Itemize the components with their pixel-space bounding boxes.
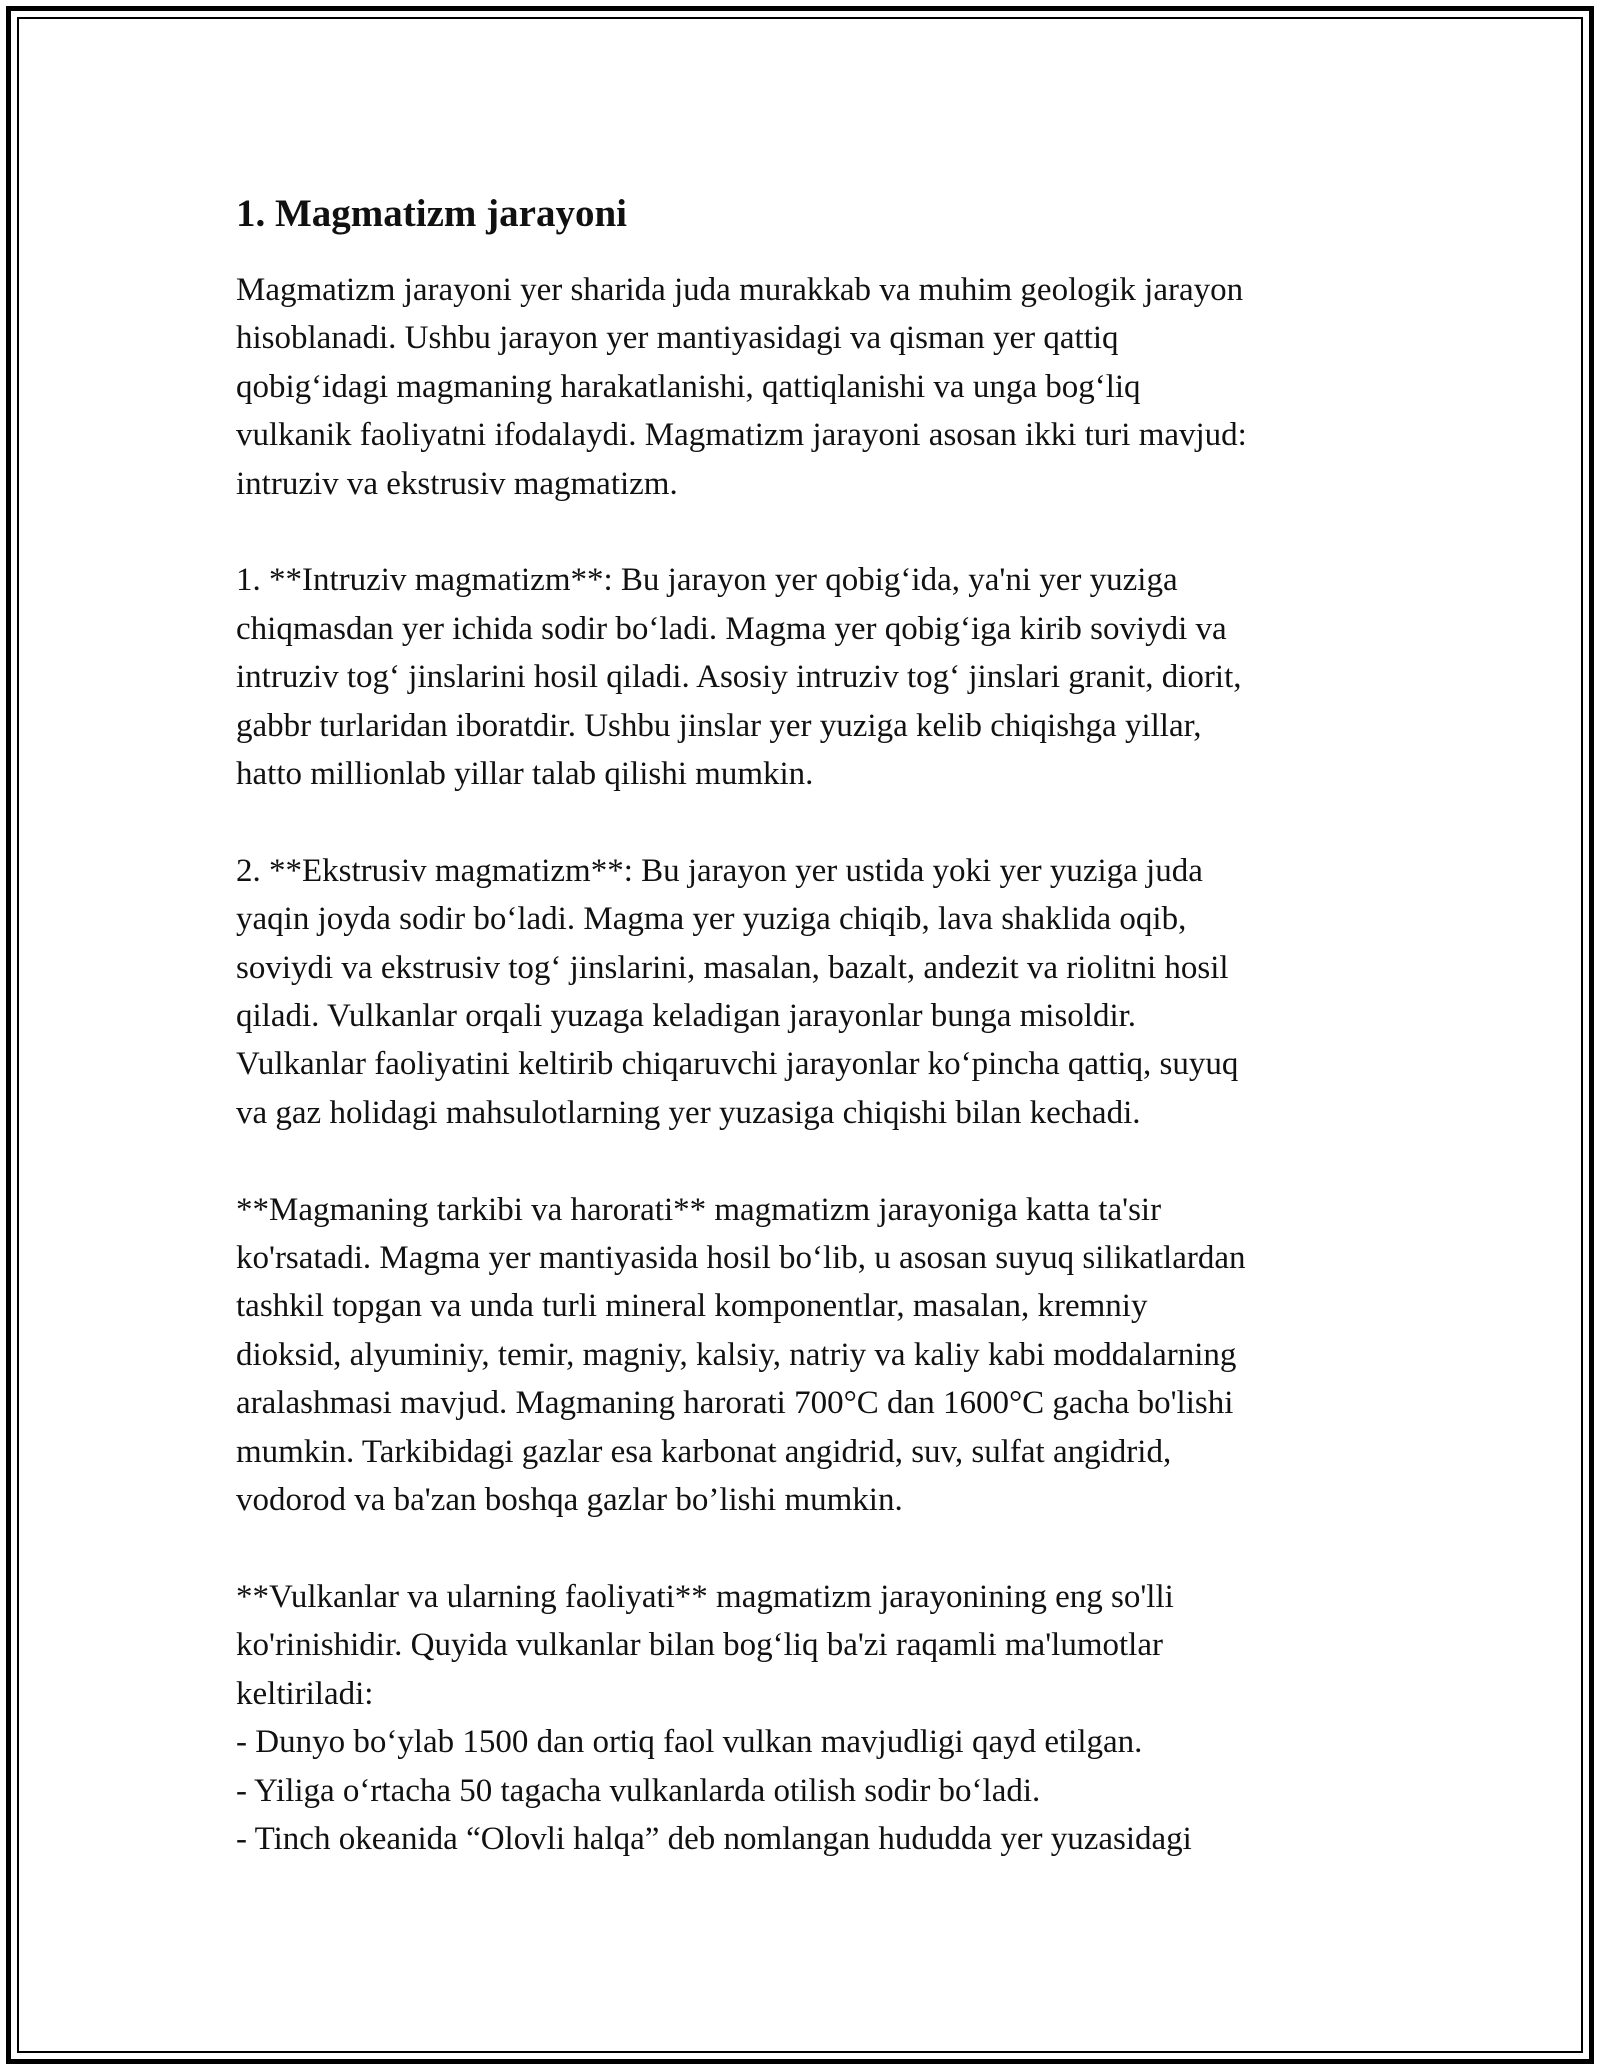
- text-line: yaqin joyda sodir bo‘ladi. Magma yer yuziga chiqib, lava shaklida oqib,: [236, 901, 1187, 938]
- text-line: ko'rinishidir. Quyida vulkanlar bilan bog‘liq ba'zi raqamli ma'lumotlar: [236, 1627, 1163, 1664]
- paragraph-intrusive: [236, 556, 1406, 798]
- paragraph-extrusive: [236, 847, 1406, 1137]
- text-line: tashkil topgan va unda turli mineral komponentlar, masalan, kremniy: [236, 1288, 1148, 1325]
- text-line: vodorod va ba'zan boshqa gazlar bo’lishi mumkin.: [236, 1482, 903, 1519]
- volcanoes-intro: [236, 1573, 1406, 1718]
- text-line: 2. **Ekstrusiv magmatizm**: Bu jarayon yer ustida yoki yer yuziga juda: [236, 852, 1203, 889]
- text-line: soviydi va ekstrusiv tog‘ jinslarini, masalan, bazalt, andezit va riolitni hosil: [236, 949, 1229, 986]
- text-line: gabbr turlaridan iboratdir. Ushbu jinslar yer yuziga kelib chiqishga yillar,: [236, 707, 1202, 744]
- list-item: - Tinch okeanida “Olovli halqa” deb nomlangan hududda yer yuzasidagi: [236, 1820, 1192, 1857]
- text-line: **Vulkanlar va ularning faoliyati** magmatizm jarayonining eng so'lli: [236, 1578, 1174, 1615]
- text-line: dioksid, alyuminiy, temir, magniy, kalsiy, natriy va kaliy kabi moddalarning: [236, 1336, 1237, 1373]
- volcano-facts-list: [236, 1718, 1406, 1863]
- text-line: ko'rsatadi. Magma yer mantiyasida hosil bo‘lib, u asosan suyuq silikatlardan: [236, 1240, 1246, 1277]
- paragraph-volcanoes: [236, 1573, 1406, 1863]
- text-line: va gaz holidagi mahsulotlarning yer yuzasiga chiqishi bilan kechadi.: [236, 1094, 1141, 1131]
- text-line: intruziv va ekstrusiv magmatizm.: [236, 465, 678, 502]
- text-line: **Magmaning tarkibi va harorati** magmatizm jarayoniga katta ta'sir: [236, 1191, 1162, 1228]
- list-item: - Yiliga o‘rtacha 50 tagacha vulkanlarda otilish sodir bo‘ladi.: [236, 1772, 1041, 1809]
- text-line: keltiriladi:: [236, 1675, 374, 1712]
- text-line: chiqmasdan yer ichida sodir bo‘ladi. Magma yer qobig‘iga kirib soviydi va: [236, 610, 1227, 647]
- text-line: 1. **Intruziv magmatizm**: Bu jarayon yer qobig‘ida, ya'ni yer yuziga: [236, 562, 1178, 599]
- text-line: Vulkanlar faoliyatini keltirib chiqaruvchi jarayonlar ko‘pincha qattiq, suyuq: [236, 1046, 1239, 1083]
- text-line: intruziv tog‘ jinslarini hosil qiladi. Asosiy intruziv tog‘ jinslari granit, diorit,: [236, 659, 1242, 696]
- text-line: Magmatizm jarayoni yer sharida juda murakkab va muhim geologik jarayon: [236, 272, 1244, 308]
- text-line: hatto millionlab yillar talab qilishi mumkin.: [236, 756, 814, 793]
- text-line: qiladi. Vulkanlar orqali yuzaga keladigan jarayonlar bunga misoldir.: [236, 998, 1137, 1035]
- text-line: mumkin. Tarkibidagi gazlar esa karbonat angidrid, suv, sulfat angidrid,: [236, 1433, 1172, 1470]
- list-item: - Dunyo bo‘ylab 1500 dan ortiq faol vulkan mavjudligi qayd etilgan.: [236, 1724, 1143, 1761]
- paragraph-magma-composition: [236, 1186, 1406, 1525]
- paragraph-intro: [236, 266, 1406, 508]
- document-body: [236, 184, 1406, 1863]
- text-line: hisoblanadi. Ushbu jarayon yer mantiyasidagi va qisman yer qattiq: [236, 320, 1119, 357]
- section-title: 1. Magmatizm jarayoni: [236, 192, 627, 235]
- text-line: vulkanik faoliyatni ifodalaydi. Magmatizm jarayoni asosan ikki turi mavjud:: [236, 417, 1247, 454]
- text-line: qobig‘idagi magmaning harakatlanishi, qattiqlanishi va unga bog‘liq: [236, 368, 1141, 405]
- text-line: aralashmasi mavjud. Magmaning harorati 700°C dan 1600°C gacha bo'lishi: [236, 1385, 1234, 1422]
